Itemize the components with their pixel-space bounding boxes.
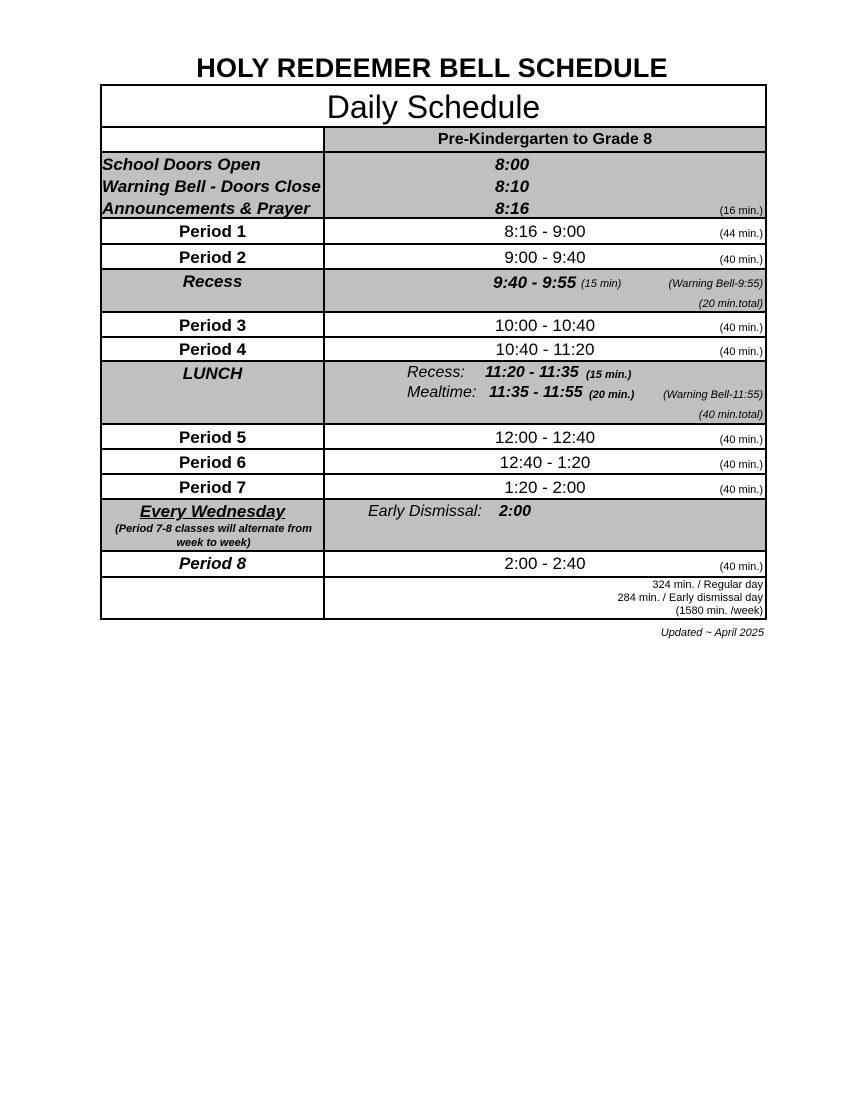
period-3-label: Period 3 bbox=[178, 316, 247, 335]
recess-total: (20 min.total) bbox=[698, 298, 763, 310]
period-8-label-cell bbox=[102, 552, 325, 576]
opening-row bbox=[102, 153, 765, 219]
period-1-duration: (44 min.) bbox=[719, 228, 763, 240]
period-5-row bbox=[102, 425, 765, 450]
wednesday-label-cell bbox=[102, 500, 325, 550]
totals-left-blank bbox=[102, 578, 325, 618]
lunch-recess-time: 11:20 - 11:35 bbox=[485, 364, 579, 381]
period-4-duration: (40 min.) bbox=[719, 346, 763, 358]
table-title: Daily Schedule bbox=[326, 89, 541, 125]
opening-times bbox=[325, 153, 765, 217]
period-4-time: 10:40 - 11:20 bbox=[495, 340, 595, 359]
period-5-time-cell bbox=[325, 425, 765, 448]
period-8-label: Period 8 bbox=[178, 554, 247, 573]
period-6-duration: (40 min.) bbox=[719, 459, 763, 471]
recess-label-cell bbox=[102, 270, 325, 311]
table-title-row bbox=[102, 86, 765, 128]
period-3-label-cell bbox=[102, 313, 325, 336]
doors-open-label: School Doors Open bbox=[102, 155, 261, 174]
period-8-duration: (40 min.) bbox=[719, 561, 763, 573]
lunch-label-cell bbox=[102, 362, 325, 423]
lunch-warning: (Warning Bell-11:55) bbox=[663, 389, 763, 401]
opening-labels bbox=[102, 153, 325, 217]
announcements-time: 8:16 bbox=[495, 199, 530, 218]
period-2-label-cell bbox=[102, 245, 325, 268]
period-5-duration: (40 min.) bbox=[719, 434, 763, 446]
totals-cell bbox=[325, 578, 765, 618]
period-5-label-cell bbox=[102, 425, 325, 448]
period-7-time-cell bbox=[325, 475, 765, 498]
period-6-time-cell bbox=[325, 450, 765, 473]
period-3-time: 10:00 - 10:40 bbox=[494, 316, 596, 335]
updated-note: Updated ~ April 2025 bbox=[660, 627, 764, 639]
period-6-time: 12:40 - 1:20 bbox=[499, 453, 591, 472]
period-7-row bbox=[102, 475, 765, 500]
weekly-total: (1580 min. /week) bbox=[675, 605, 763, 617]
lunch-recess-duration: (15 min.) bbox=[586, 369, 632, 381]
mealtime-label: Mealtime: bbox=[407, 384, 477, 401]
page-title: HOLY REDEEMER BELL SCHEDULE bbox=[196, 53, 668, 83]
period-1-time: 8:16 - 9:00 bbox=[504, 222, 586, 241]
period-2-time-cell bbox=[325, 245, 765, 268]
period-1-time-cell bbox=[325, 219, 765, 243]
period-1-row bbox=[102, 219, 765, 245]
mealtime-duration: (20 min.) bbox=[589, 389, 635, 401]
grade-header-text: Pre-Kindergarten to Grade 8 bbox=[437, 131, 653, 148]
lunch-time-cell bbox=[325, 362, 765, 423]
totals-row bbox=[102, 578, 765, 618]
recess-sub: (15 min) bbox=[581, 278, 622, 290]
period-1-label-cell bbox=[102, 219, 325, 243]
period-5-label: Period 5 bbox=[178, 428, 247, 447]
lunch-recess-label: Recess: bbox=[407, 364, 465, 381]
recess-label: Recess bbox=[182, 272, 243, 291]
period-2-row bbox=[102, 245, 765, 270]
period-6-label: Period 6 bbox=[178, 453, 247, 472]
period-2-time: 9:00 - 9:40 bbox=[504, 248, 586, 267]
wednesday-label: Every Wednesday bbox=[139, 502, 286, 521]
totals-text bbox=[618, 579, 764, 618]
period-8-row bbox=[102, 552, 765, 578]
period-1-label: Period 1 bbox=[178, 222, 247, 241]
warning-bell-time: 8:10 bbox=[495, 177, 530, 196]
mealtime-time: 11:35 - 11:55 bbox=[489, 384, 583, 401]
lunch-total: (40 min.total) bbox=[698, 409, 763, 421]
opening-duration: (16 min.) bbox=[719, 205, 763, 217]
wednesday-note: (Period 7-8 classes will alternate from week to week) bbox=[115, 523, 312, 549]
warning-bell-label: Warning Bell - Doors Close bbox=[102, 177, 321, 196]
doors-open-time: 8:00 bbox=[495, 155, 530, 174]
recess-time-cell bbox=[325, 270, 765, 311]
period-3-duration: (40 min.) bbox=[719, 322, 763, 334]
recess-warning: (Warning Bell-9:55) bbox=[668, 278, 763, 290]
period-7-label-cell bbox=[102, 475, 325, 498]
period-3-row bbox=[102, 313, 765, 338]
period-5-time: 12:00 - 12:40 bbox=[494, 428, 596, 447]
wednesday-row bbox=[102, 500, 765, 552]
wednesday-time-cell bbox=[325, 500, 765, 550]
lunch-label: LUNCH bbox=[182, 364, 243, 383]
recess-time: 9:40 - 9:55 bbox=[493, 273, 577, 292]
lunch-row bbox=[102, 362, 765, 425]
grade-header bbox=[325, 128, 765, 151]
grade-header-row bbox=[102, 128, 765, 153]
regular-day-total: 324 min. / Regular day bbox=[652, 579, 763, 591]
period-4-label-cell bbox=[102, 338, 325, 360]
period-6-row bbox=[102, 450, 765, 475]
announcements-label: Announcements & Prayer bbox=[102, 199, 310, 218]
header-left-blank bbox=[102, 128, 325, 151]
period-7-label: Period 7 bbox=[178, 478, 247, 497]
period-7-time: 1:20 - 2:00 bbox=[504, 478, 586, 497]
early-dismissal-time: 2:00 bbox=[499, 503, 532, 520]
period-8-time-cell bbox=[325, 552, 765, 576]
period-2-duration: (40 min.) bbox=[719, 254, 763, 266]
early-dismissal-label: Early Dismissal: bbox=[368, 503, 482, 520]
period-8-time: 2:00 - 2:40 bbox=[504, 554, 586, 573]
schedule-table bbox=[100, 84, 767, 620]
period-6-label-cell bbox=[102, 450, 325, 473]
recess-row bbox=[102, 270, 765, 313]
period-4-time-cell bbox=[325, 338, 765, 360]
early-dismissal-total: 284 min. / Early dismissal day bbox=[617, 592, 763, 604]
period-2-label: Period 2 bbox=[178, 248, 247, 267]
period-7-duration: (40 min.) bbox=[719, 484, 763, 496]
period-3-time-cell bbox=[325, 313, 765, 336]
period-4-label: Period 4 bbox=[178, 340, 247, 359]
period-4-row bbox=[102, 338, 765, 362]
